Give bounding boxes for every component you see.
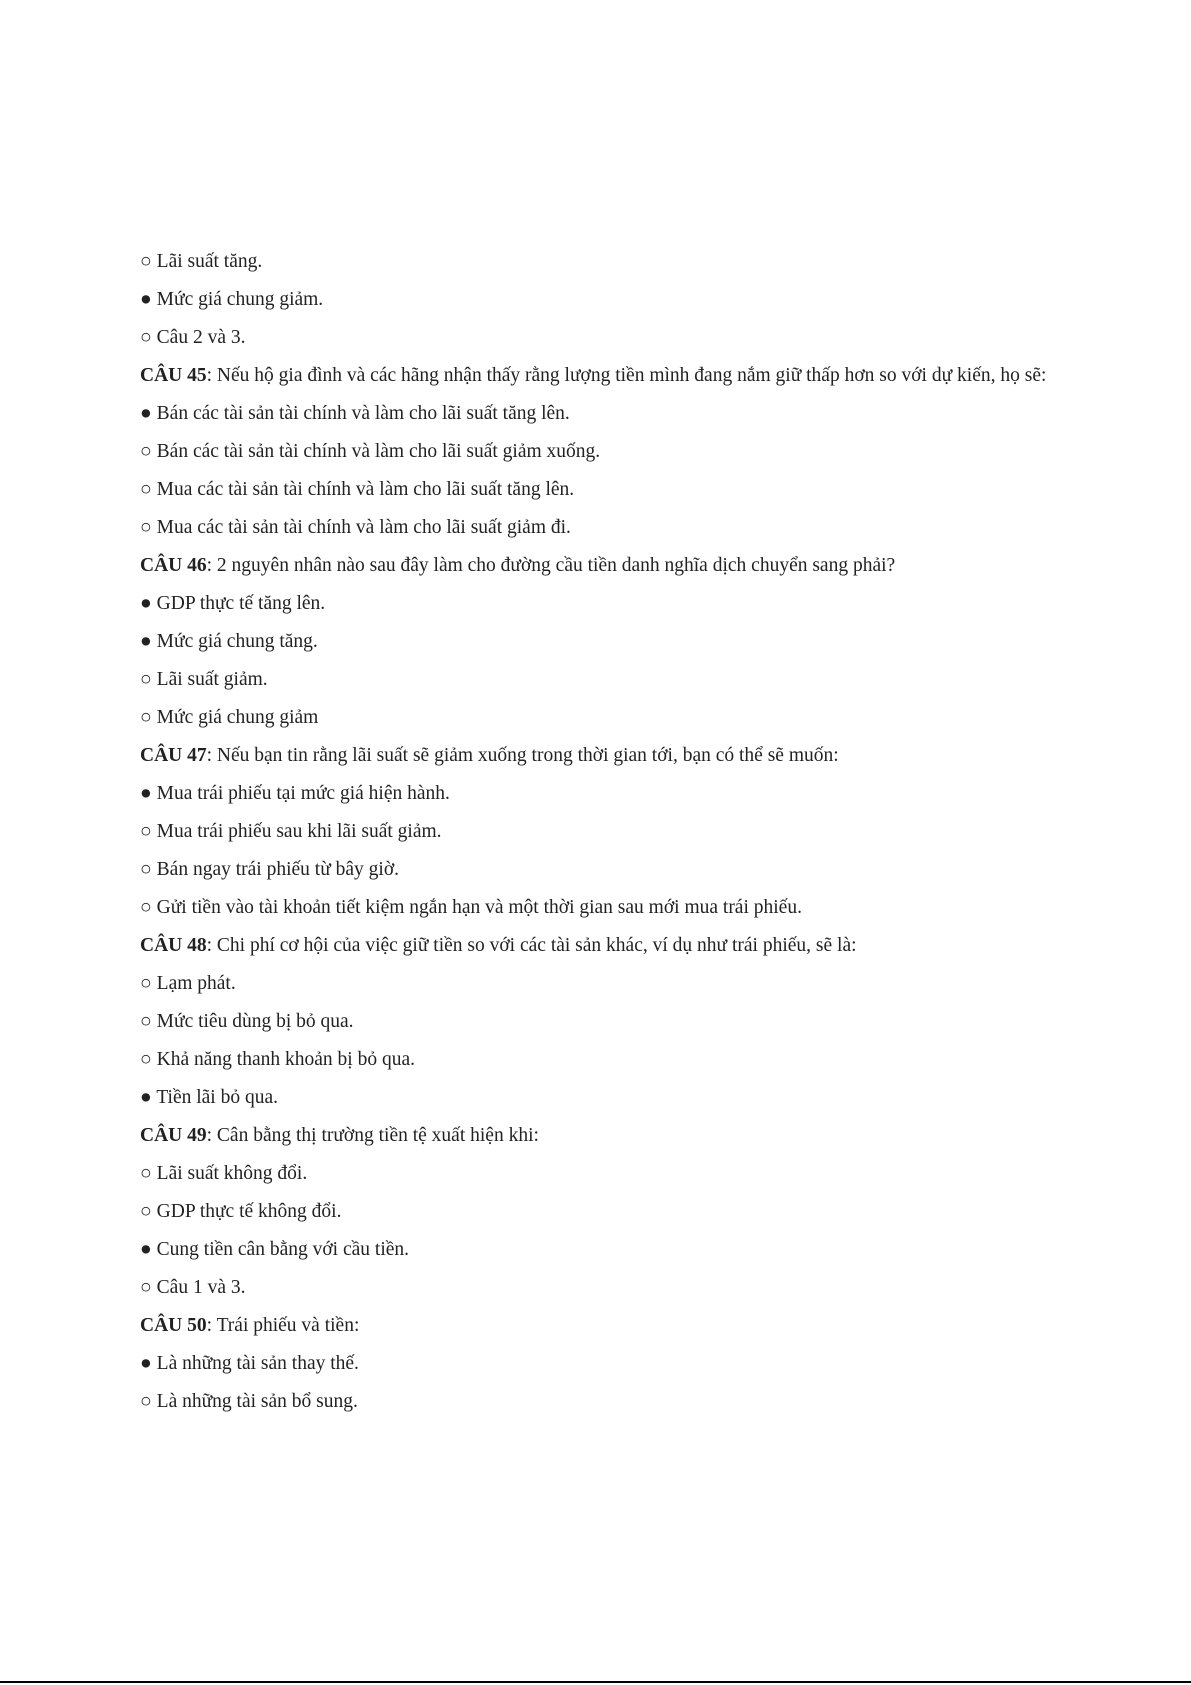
option-line [140,661,1060,699]
option-marker: ○ [140,1163,152,1184]
option-marker: ● [140,403,152,424]
option-marker: ○ [140,1277,152,1298]
option-marker: ○ [140,441,152,462]
option-text: Mức giá chung giảm. [156,289,324,310]
option-line [140,851,1060,889]
question-50 [140,1307,1060,1345]
option-marker: ○ [140,251,152,272]
option-line [140,471,1060,509]
option-marker: ○ [140,859,152,880]
option-line [140,585,1060,623]
option-marker: ○ [140,517,152,538]
option-line [140,1193,1060,1231]
option-marker: ● [140,289,152,310]
option-line [140,281,1060,319]
option-text: Bán các tài sản tài chính và làm cho lãi suất giảm xuống. [156,441,601,462]
question-text: : Nếu bạn tin rằng lãi suất sẽ giảm xuống trong thời gian tới, bạn có thể sẽ muốn: [206,745,839,766]
option-line [140,1041,1060,1079]
option-text: Là những tài sản thay thế. [156,1353,359,1374]
option-marker: ○ [140,973,152,994]
option-text: GDP thực tế tăng lên. [156,593,326,614]
option-marker: ● [140,1353,152,1374]
option-line [140,509,1060,547]
option-line [140,775,1060,813]
question-label: CÂU 48 [140,935,207,956]
question-text: : 2 nguyên nhân nào sau đây làm cho đường cầu tiền danh nghĩa dịch chuyển sang phải? [206,555,896,576]
option-marker: ○ [140,1011,152,1032]
question-label: CÂU 47 [140,745,207,766]
option-line [140,813,1060,851]
option-marker: ○ [140,479,152,500]
question-text: : Cân bằng thị trường tiền tệ xuất hiện khi: [206,1125,539,1146]
option-line [140,1345,1060,1383]
question-47 [140,737,1060,775]
question-text: : Chi phí cơ hội của việc giữ tiền so với các tài sản khác, ví dụ như trái phiếu, sẽ là: [206,935,857,956]
question-label: CÂU 49 [140,1125,207,1146]
option-marker: ○ [140,1391,152,1412]
question-label: CÂU 45 [140,365,207,386]
option-text: Lãi suất tăng. [156,251,263,272]
option-text: Lãi suất không đổi. [156,1163,308,1184]
option-line [140,1269,1060,1307]
option-line [140,1155,1060,1193]
option-text: Khả năng thanh khoản bị bỏ qua. [156,1049,415,1070]
option-marker: ○ [140,327,152,348]
page-bottom-rule [0,1681,1191,1683]
option-line [140,889,1060,927]
option-text: Mua trái phiếu sau khi lãi suất giảm. [156,821,442,842]
option-text: Lạm phát. [156,973,236,994]
option-text: Bán các tài sản tài chính và làm cho lãi suất tăng lên. [156,403,570,424]
option-line [140,1003,1060,1041]
question-46 [140,547,1060,585]
option-marker: ● [140,631,152,652]
option-marker: ○ [140,669,152,690]
option-text: Mức giá chung giảm [156,707,319,728]
option-text: Mua các tài sản tài chính và làm cho lãi suất tăng lên. [156,479,575,500]
option-line [140,319,1060,357]
option-line [140,1231,1060,1269]
question-text: : Nếu hộ gia đình và các hãng nhận thấy rằng lượng tiền mình đang nắm giữ thấp hơn so với dự kiến, họ sẽ: [206,365,1047,386]
option-line [140,699,1060,737]
option-text: Cung tiền cân bằng với cầu tiền. [156,1239,410,1260]
option-line [140,1383,1060,1421]
option-text: Bán ngay trái phiếu từ bây giờ. [156,859,400,880]
option-marker: ● [140,1087,152,1108]
option-marker: ● [140,593,152,614]
option-line [140,623,1060,661]
question-45 [140,357,1060,395]
question-label: CÂU 46 [140,555,207,576]
option-line [140,395,1060,433]
option-line [140,243,1060,281]
option-marker: ○ [140,1201,152,1222]
option-text: Là những tài sản bổ sung. [156,1391,358,1412]
option-text: Mua các tài sản tài chính và làm cho lãi suất giảm đi. [156,517,571,538]
option-marker: ● [140,1239,152,1260]
option-text: Gửi tiền vào tài khoản tiết kiệm ngắn hạn và một thời gian sau mới mua trái phiếu. [156,897,802,918]
option-marker: ● [140,783,152,804]
option-text: Mua trái phiếu tại mức giá hiện hành. [156,783,450,804]
option-text: Mức tiêu dùng bị bỏ qua. [156,1011,354,1032]
question-49 [140,1117,1060,1155]
question-text: : Trái phiếu và tiền: [206,1315,360,1336]
option-line [140,433,1060,471]
document-body [140,243,1060,1421]
option-marker: ○ [140,897,152,918]
option-marker: ○ [140,707,152,728]
question-48 [140,927,1060,965]
option-text: GDP thực tế không đổi. [156,1201,342,1222]
option-text: Mức giá chung tăng. [156,631,318,652]
option-text: Lãi suất giảm. [156,669,268,690]
option-marker: ○ [140,1049,152,1070]
option-line [140,965,1060,1003]
option-line [140,1079,1060,1117]
option-text: Câu 1 và 3. [156,1277,246,1298]
option-text: Câu 2 và 3. [156,327,246,348]
question-label: CÂU 50 [140,1315,207,1336]
option-marker: ○ [140,821,152,842]
option-text: Tiền lãi bỏ qua. [156,1087,279,1108]
